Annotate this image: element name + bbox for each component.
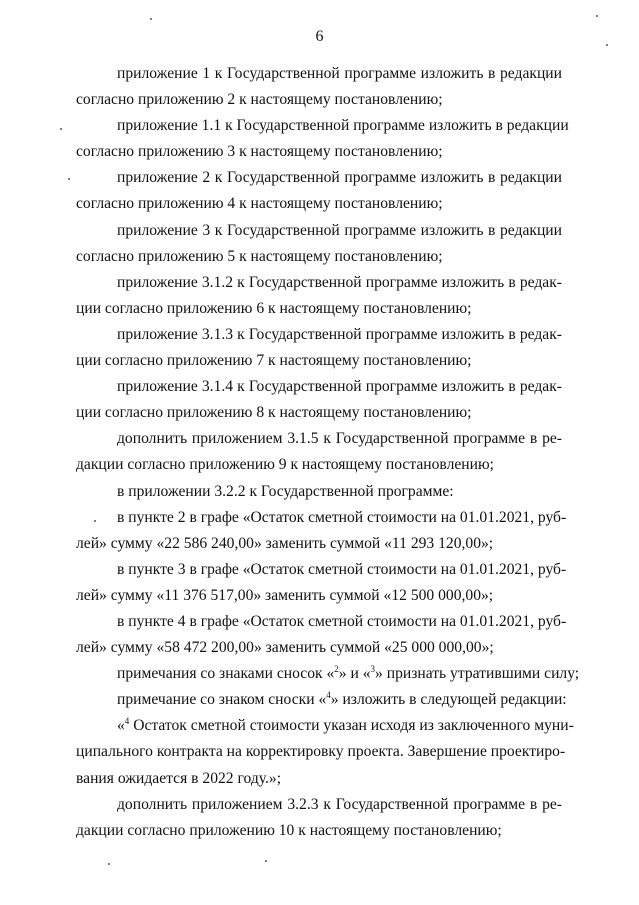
- text-line: в пункте 2 в графе «Остаток сметной стоимости на 01.01.2021, руб-: [117, 508, 567, 526]
- text-fragment: «: [117, 717, 125, 735]
- text-line: ции согласно приложению 6 к настоящему постановлению;: [76, 299, 472, 317]
- text-line: приложение 3 к Государственной программе изложить в редакции: [117, 221, 562, 239]
- text-line: приложение 1.1 к Государственной программе изложить в редакции: [117, 117, 569, 135]
- text-line: согласно приложению 4 к настоящему постановлению;: [76, 195, 443, 213]
- text-line: лей» сумму «11 376 517,00» заменить суммой «12 500 000,00»;: [76, 586, 494, 604]
- text-fragment: » и «: [338, 665, 371, 683]
- text-line: дополнить приложением 3.1.5 к Государственной программе в ре-: [117, 430, 562, 448]
- text-line: лей» сумму «58 472 200,00» заменить суммой «25 000 000,00»;: [76, 639, 494, 657]
- scan-speck: [94, 520, 96, 522]
- page-number: 6: [315, 28, 324, 45]
- footnote-marker: 2: [334, 664, 339, 675]
- text-line: согласно приложению 5 к настоящему постановлению;: [76, 247, 443, 265]
- text-line: в пункте 4 в графе «Остаток сметной стоимости на 01.01.2021, руб-: [117, 612, 567, 630]
- scan-speck: [596, 15, 598, 17]
- text-line: лей» сумму «22 586 240,00» заменить суммой «11 293 120,00»;: [76, 534, 494, 552]
- text-line: ции согласно приложению 7 к настоящему постановлению;: [76, 352, 472, 370]
- text-line: дополнить приложением 3.2.3 к Государственной программе в ре-: [117, 795, 562, 813]
- text-line: дакции согласно приложению 9 к настоящему постановлению;: [76, 456, 494, 474]
- text-fragment: » изложить в следующей редакции:: [330, 691, 567, 709]
- footnote-marker: 3: [370, 664, 376, 675]
- text-fragment: примечания со знаками сносок «: [117, 665, 335, 683]
- scan-speck: [265, 860, 267, 862]
- text-line: приложение 3.1.2 к Государственной программе изложить в редак-: [117, 273, 562, 291]
- scan-speck: [108, 863, 110, 865]
- text-line: согласно приложению 2 к настоящему постановлению;: [76, 91, 443, 109]
- text-line: [76, 661, 580, 687]
- text-line: [76, 687, 567, 713]
- text-fragment: примечание со знаком сноски «: [117, 691, 327, 709]
- text-line: [76, 713, 574, 739]
- scan-speck: [60, 128, 62, 130]
- text-fragment: » признать утратившими силу;: [375, 665, 580, 683]
- text-line: вания ожидается в 2022 году.»;: [76, 769, 282, 787]
- scan-speck: [606, 44, 608, 46]
- document-body: [76, 61, 580, 844]
- scan-speck: [68, 178, 70, 180]
- text-line: ципального контракта на корректировку проекта. Завершение проектиро-: [76, 743, 566, 761]
- text-line: приложение 3.1.3 к Государственной программе изложить в редак-: [117, 325, 562, 343]
- text-line: в приложении 3.2.2 к Государственной программе:: [117, 482, 454, 500]
- text-line: ции согласно приложению 8 к настоящему постановлению;: [76, 404, 472, 422]
- footnote-marker: 4: [124, 716, 130, 727]
- scan-speck: [150, 18, 152, 20]
- text-line: в пункте 3 в графе «Остаток сметной стоимости на 01.01.2021, руб-: [117, 560, 567, 578]
- footnote-marker: 4: [326, 690, 331, 701]
- text-line: приложение 1 к Государственной программе изложить в редакции: [117, 65, 562, 82]
- text-line: дакции согласно приложению 10 к настоящему постановлению;: [76, 821, 502, 839]
- text-line: согласно приложению 3 к настоящему постановлению;: [76, 143, 443, 161]
- text-line: приложение 3.1.4 к Государственной программе изложить в редак-: [117, 378, 562, 396]
- text-fragment: Остаток сметной стоимости указан исходя из заключенного муни-: [129, 717, 574, 735]
- text-line: приложение 2 к Государственной программе изложить в редакции: [117, 169, 562, 187]
